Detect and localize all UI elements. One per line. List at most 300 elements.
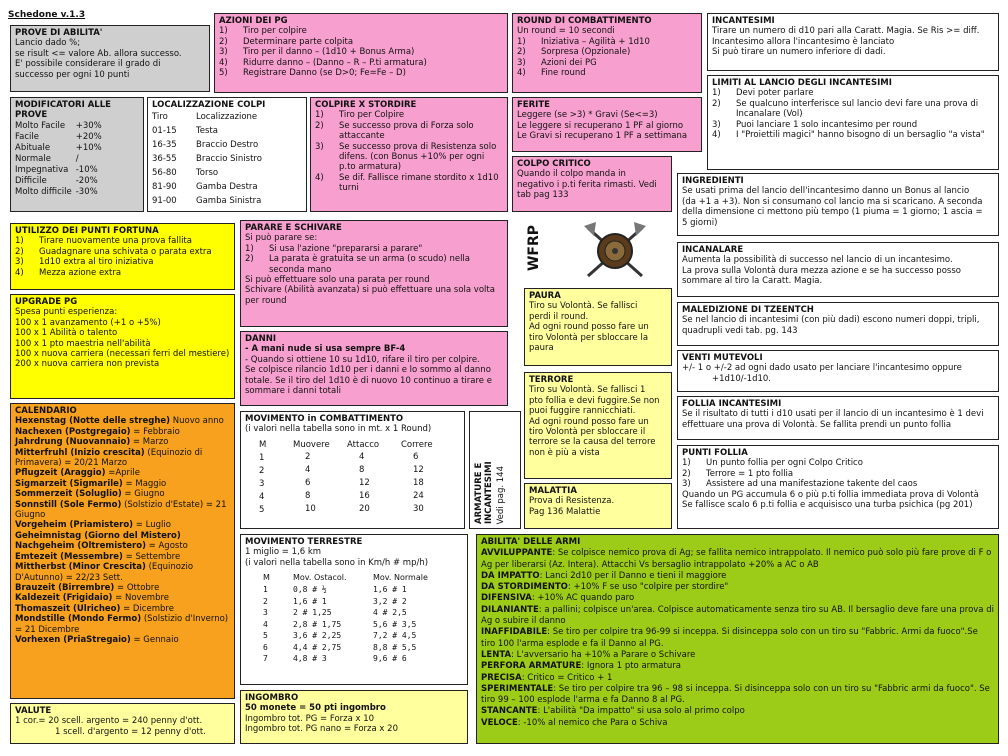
danni-line: totale. Se il tiro del 1d10 è di nuovo 10 continuo a tirare e [245, 375, 492, 386]
upgrade-line: Spesa punti esperienza: [15, 307, 118, 318]
table-cell: 1 [259, 452, 265, 463]
punti-follia-title: PUNTI FOLLIA [682, 448, 748, 458]
table-row [152, 110, 266, 124]
table-row [263, 572, 432, 584]
maledizione-line: Se nel lancio di incantesimi (con più dadi) escono numeri doppi, tripli, [682, 315, 980, 326]
table-row [152, 138, 266, 152]
table-cell: -10% [75, 164, 98, 175]
terrore-title: TERRORE [529, 375, 574, 385]
azioni-item: Ridurre danno – (Danno – R – P.ti armatura) [243, 57, 427, 68]
table-cell: Gamba Sinistra [196, 196, 262, 207]
calendario-month-value: Nuovo anno [170, 416, 224, 427]
abilita-armi-desc: : Lanci 2d10 per il Danno e tieni il maggiore [539, 570, 727, 581]
paura-line: paura [529, 343, 554, 354]
calendario-month-name: Mittherbst (Minor Crescita) [15, 562, 146, 573]
table-cell: 91-00 [152, 196, 177, 207]
table-cell: 30 [413, 503, 424, 514]
upgrade-line: 200 x nuova carriera non prevista [15, 359, 160, 370]
abilita-armi-name: DA STORDIMENTO [481, 582, 568, 593]
table-cell: Molto Facile [15, 120, 66, 131]
table-row [263, 596, 432, 608]
calendario-month-value: =Aprile [105, 468, 140, 479]
table-cell: Facile [15, 131, 39, 142]
parare-title: PARARE E SCHIVARE [245, 223, 342, 233]
incanalare-title: INCANALARE [682, 245, 744, 255]
calendario-month-name: Emtezeit (Messembre) [15, 551, 123, 562]
venti-line: +1d10/-1d10. [712, 373, 771, 384]
limiti-title: LIMITI AL LANCIO DEGLI INCANTESIMI [712, 78, 892, 88]
calendario-month-name: Vorhexen (PriaStregaio) [15, 634, 131, 645]
table-header: Mov. Normale [373, 573, 428, 583]
table-cell: 5 [263, 631, 268, 641]
calendario-entry [15, 416, 230, 426]
armature-box [469, 411, 521, 529]
limiti-box: LIMITI AL LANCIO DEGLI INCANTESIMI 1) Devi poter parlare 2) Se qualcuno interferisce sul lancio devi fare una prova di Incanalare (Vol) 3) Puoi lanciare 1 solo incantesimo per round 4) I "Proiettili magici" hanno bisogno di un bersaglio "a vista" [707, 75, 999, 170]
utilizzo-title: UTILIZZO DEI PUNTI FORTUNA [15, 226, 159, 236]
round-item: Iniziativa – Agilità + 1d10 [541, 36, 650, 47]
mov-terr-box [240, 534, 468, 685]
table-cell: 18 [413, 477, 424, 488]
abilita-armi-desc: : Se colpisce nemico prova di Ag; se fallita nemico intrappolato. Il nemico può solo più fare prove di F o Ag per liberarsi (Az. Intera). Attacchi Vs bersaglio intrappolato +20% a AC o AB [481, 548, 992, 570]
ingredienti-box [677, 173, 999, 236]
paura-line: perdi il round. [529, 311, 589, 322]
mov-comb-title: MOVIMENTO in COMBATTIMENTO [245, 414, 404, 424]
ingombro-box [240, 690, 468, 744]
abilita-armi-entry [481, 571, 994, 582]
table-cell: 6 [413, 451, 419, 462]
calendario-entry [15, 583, 230, 593]
round-title: ROUND DI COMBATTIMENTO [517, 16, 652, 26]
abilita-armi-desc: : a pallini; colpisce un'area. Colpisce automaticamente senza tiro su AB. Il bersaglio deve fare una prova di Ag o subire il danno [481, 604, 994, 627]
utilizzo-item: Guadagnare una schivata o parata extra [39, 246, 212, 257]
abilita-armi-name: PRECISA [481, 672, 522, 683]
round-box: ROUND DI COMBATTIMENTO Un round = 10 secondi 1) Iniziativa – Agilità + 1d10 2) Sorpresa (Opzionale) 3) Azioni dei PG 4) Fine round [512, 13, 702, 93]
abilita-armi-entry [481, 673, 994, 684]
ferite-title: FERITE [517, 100, 550, 110]
abilita-armi-name: DA IMPATTO [481, 570, 540, 581]
azioni-item: Determinare parte colpita [243, 36, 354, 47]
table-cell: 4 [359, 451, 365, 462]
calendario-month-name: Brauzeit (Birrembre) [15, 582, 115, 593]
table-header: Correre [401, 439, 433, 450]
incantesimi-box [707, 13, 999, 71]
abilita-armi-entry [481, 684, 994, 707]
valute-title: VALUTE [15, 706, 52, 716]
calendario-entry [15, 448, 230, 469]
table-cell: 7,2 # 4,5 [373, 631, 417, 641]
ingombro-line: Ingombro tot. PG = Forza x 10 [245, 713, 375, 724]
mov-comb-box [240, 411, 465, 529]
table-cell: +30% [75, 120, 102, 131]
colpo-line: tab pag 133 [517, 190, 569, 201]
calendario-month-value: = Marzo [130, 437, 169, 448]
paura-box [524, 288, 672, 366]
mov-terr-table [263, 572, 432, 665]
incantesimi-line: Si può tirare un numero inferiore di dadi. [712, 47, 886, 58]
calendario-entry [15, 635, 230, 645]
paura-line: Tiro su Volontà. Se fallisci [529, 301, 638, 312]
table-cell: Impegnativa [15, 164, 69, 175]
follia-inc-line: Se il risultato di tutti i d10 usati per il lancio di un incantesimo è 1 devi [682, 409, 984, 420]
abilita-armi-name: PERFORA ARMATURE [481, 661, 582, 672]
abilita-armi-desc: : -10% al nemico che Para o Schiva [517, 717, 668, 728]
azioni-title: AZIONI DEI PG [219, 16, 288, 26]
azioni-item: Registrare Danno (se D>0; Fe=Fe – D) [243, 68, 406, 79]
ingredienti-line: (da +1 a +3). Non si consumano col lancio ma si scaricano. A seconda [682, 196, 983, 207]
armature-page: Vedi pag. 144 [496, 465, 506, 524]
abilita-armi-desc: : +10% F se uso "colpire per stordire" [567, 582, 729, 593]
table-row [152, 152, 266, 166]
round-intro: Un round = 10 secondi [517, 26, 615, 37]
terrore-line: Ad ogni round posso fare un [529, 416, 649, 427]
punti-follia-line: Se fallisce scalo 6 p.ti follia e acquisisco una turba psichica (pg 201) [682, 500, 973, 511]
table-row [259, 478, 437, 491]
table-cell: 4,8 # 3 [293, 654, 327, 664]
incanalare-line: sommare al tiro la Caratt. Magia. [682, 276, 823, 287]
table-cell: 3,2 # 2 [373, 596, 407, 606]
maledizione-line: quadrupli vedi tab. pg. 143 [682, 325, 798, 336]
venti-line: +/- 1 o +/-2 ad ogni dado usato per lanciare l'incantesimo oppure [682, 363, 962, 374]
table-cell: 4 # 2,5 [373, 608, 407, 618]
abilita-armi-box [476, 534, 999, 744]
table-cell: 2 [259, 465, 265, 476]
calendario-entry [15, 541, 230, 551]
abilita-armi-desc: : +10% AC quando paro [531, 593, 635, 604]
calendario-month-name: Sommerzeit (Soluglio) [15, 489, 122, 500]
prove-line: se risult <= valore Ab. allora successo. [15, 48, 182, 59]
abilita-armi-name: VELOCE [481, 717, 518, 728]
stordire-item: Se successo prova di Resistenza solo difens. (con Bonus +10% per ogni p.to armatura) [339, 141, 497, 173]
round-item: Azioni dei PG [541, 57, 597, 68]
table-cell: 3 [263, 608, 268, 618]
table-cell: 5 [259, 504, 265, 515]
table-row [152, 166, 266, 180]
maledizione-title: MALEDIZIONE DI TZEENTCH [682, 305, 814, 315]
calendario-month-name: Mitterfruhl (Inizio crescita) [15, 447, 145, 458]
malattia-line: Prova di Resistenza. [529, 496, 615, 507]
limiti-item: I "Proiettili magici" hanno bisogno di un bersaglio "a vista" [736, 130, 985, 141]
table-cell: 8,8 # 5,5 [373, 642, 417, 652]
parare-item: Si usa l'azione "prepararsi a parare" [269, 243, 423, 254]
calendario-month-value: (Equinozio di Primavera) = 20/21 Marzo [15, 447, 203, 469]
round-item: Sorpresa (Opzionale) [541, 47, 631, 58]
table-cell: 10 [305, 503, 316, 514]
table-row [263, 607, 432, 619]
abilita-armi-entry [481, 706, 994, 717]
calendario-month-name: Nachgeheim (Oltremistero) [15, 541, 146, 552]
table-cell: 0,8 # ½ [293, 585, 327, 595]
paura-line: tiro Volontà per sbloccare la [529, 332, 649, 343]
calendario-month-name: Vorgeheim (Priamistero) [15, 520, 134, 531]
table-cell: -30% [75, 186, 98, 197]
abilita-armi-name: DIFENSIVA [481, 593, 532, 604]
stordire-box: COLPIRE X STORDIRE 1) Tiro per Colpire 2) Se successo prova di Forza solo attaccante 3) Se successo prova di Resistenza solo difens. (con Bonus +10% per ogni p.to armatura) 4) Se dif. Fallisce rimane stordito x 1d10 turni [310, 97, 508, 212]
upgrade-line: 100 x nuova carriera (necessari ferri del mestiere) [15, 349, 230, 360]
prove-line: successo per ogni 10 punti [15, 69, 130, 80]
calendario-entry [15, 614, 230, 635]
localizzazione-table [152, 110, 266, 208]
utilizzo-box: UTILIZZO DEI PUNTI FORTUNA 1) Tirare nuovamente una prova fallita 2) Guadagnare una schivata o parata extra 3) 1d10 extra al tiro iniziativa 4) Mezza azione extra [10, 223, 235, 290]
ingombro-bold-line: 50 monete = 50 pti ingombro [245, 703, 386, 714]
abilita-armi-desc: : Se tiro per colpire tra 96 – 98 si inceppa. Si disinceppa solo con un tiro su "Fabbric armi da fuoco". Se tiro 99 – 100 esplode l'arma e fa Danno 8 al PG. [481, 683, 990, 706]
incantesimi-title: INCANTESIMI [712, 16, 775, 26]
table-row [15, 154, 106, 165]
table-cell: 3 [259, 478, 265, 489]
calendario-entry [15, 489, 230, 499]
terrore-line: non è più a vista [529, 447, 600, 458]
abilita-armi-entry [481, 627, 994, 650]
calendario-month-value: = Luglio [133, 520, 171, 531]
azioni-box: AZIONI DEI PG 1) Tiro per colpire 2) Determinare parte colpita 3) Tiro per il danno – (1d10 + Bonus Arma) 4) Ridurre danno – (Danno – R – P.ti armatura) 5) Registrare Danno (se D>0; Fe=Fe – D) [214, 13, 508, 93]
abilita-armi-name: STANCANTE [481, 706, 538, 717]
table-cell: Braccio Sinistro [196, 154, 262, 165]
ingredienti-title: INGREDIENTI [682, 176, 744, 186]
prove-line: E' possibile considerare il grado di [15, 59, 161, 70]
calendario-list [15, 416, 230, 645]
table-cell: 9,6 # 6 [373, 654, 407, 664]
table-cell: 01-15 [152, 126, 177, 137]
calendario-entry [15, 479, 230, 489]
abilita-armi-entry [481, 650, 994, 661]
table-cell: 7 [263, 654, 268, 664]
table-row [263, 653, 432, 665]
table-cell: 12 [359, 477, 370, 488]
table-header: Attacco [347, 439, 380, 450]
prove-line: Lancio dado %; [15, 38, 81, 49]
calendario-entry [15, 604, 230, 614]
table-header: Mov. Ostacol. [293, 573, 347, 583]
venti-box [677, 350, 999, 392]
stordire-title: COLPIRE X STORDIRE [315, 100, 417, 110]
table-cell: 1,6 # 1 [293, 596, 327, 606]
abilita-armi-entry [481, 593, 994, 604]
calendario-month-name: Pflugzeit (Araggio) [15, 468, 106, 479]
calendario-month-name: Nachexen (Postgregaio) [15, 426, 131, 437]
table-row [259, 465, 437, 478]
incanalare-box [677, 242, 999, 297]
table-cell: Torso [196, 168, 219, 179]
table-row [263, 630, 432, 642]
valute-line: 1 scell. d'argento = 12 penny d'ott. [55, 726, 206, 737]
table-cell: 6 [305, 477, 311, 488]
table-row [259, 439, 437, 452]
calendario-month-value: = Agosto [145, 541, 188, 552]
table-row [152, 180, 266, 194]
terrore-box [524, 372, 672, 479]
punti-follia-item: Un punto follia per ogni Colpo Critico [706, 458, 863, 469]
table-row [259, 504, 437, 517]
calendario-month-name: Sigmarzeit (Sigmarile) [15, 478, 123, 489]
terrore-line: tiro Volontà per sbloccare il [529, 427, 646, 438]
colpo-title: COLPO CRITICO [517, 159, 591, 169]
punti-follia-line: Quando un PG accumula 6 o più p.ti follia immediata prova di Volontà [682, 489, 979, 500]
table-cell: Testa [196, 126, 218, 137]
calendario-month-value: = Gennaio [130, 634, 179, 645]
table-cell: 4 [263, 619, 268, 629]
table-cell: 36-55 [152, 154, 177, 165]
table-cell: 16-35 [152, 140, 177, 151]
upgrade-box [10, 294, 235, 399]
calendario-month-name: Hexenstag (Notte delle streghe) [15, 416, 171, 427]
calendario-month-value: = Novembre [112, 593, 170, 604]
abilita-armi-desc: : Se tiro per colpire tra 96-99 si inceppa. Si disinceppa solo con un tiro su "Fabbric. Armi da fuoco".Se tiro 100 l'arma esplode e fa il Danno al PG. [481, 627, 978, 649]
ferite-box [512, 97, 702, 152]
ferite-line: Leggere (se >3) * Gravi (Se<=3) [517, 110, 658, 121]
calendario-month-value: (Solstizio d'Inverno) = 21 Dicembre [15, 614, 229, 635]
table-header: Tiro [152, 112, 168, 123]
follia-inc-box [677, 396, 999, 440]
abilita-armi-name: LENTA [481, 649, 512, 660]
paura-title: PAURA [529, 291, 561, 301]
logo-box [512, 215, 672, 285]
prove-box [10, 25, 210, 92]
abilita-armi-name: INAFFIDABILE [481, 627, 548, 638]
table-row [152, 194, 266, 208]
localizzazione-box [147, 97, 307, 212]
colpo-box [512, 156, 672, 212]
calendario-box [10, 403, 235, 699]
table-row [259, 491, 437, 504]
table-row [263, 619, 432, 631]
calendario-entry [15, 593, 230, 603]
utilizzo-item: Mezza azione extra [39, 267, 122, 278]
abilita-armi-name: DILANIANTE [481, 604, 539, 615]
table-cell: 2 [305, 451, 311, 462]
azioni-item: Tiro per colpire [243, 26, 307, 37]
abilita-armi-entry [481, 661, 994, 672]
terrore-line: puoi fuggire rannicchiati. [529, 406, 636, 417]
calendario-month-name: Mondstille (Mondo Fermo) [15, 614, 142, 625]
parare-item: La parata è gratuita se un arma (o scudo) nella seconda mano [269, 254, 471, 275]
modificatori-table [15, 121, 106, 198]
abilita-armi-list [481, 548, 994, 729]
table-cell: Abituale [15, 142, 51, 153]
table-row [15, 143, 106, 154]
abilita-armi-entry [481, 548, 994, 571]
modificatori-title: MODIFICATORI ALLE PROVE [15, 100, 111, 121]
calendario-month-name: Geheimnistag (Giorno del Mistero) [15, 530, 181, 541]
terrore-line: Tiro su Volontà. Se fallisci 1 [529, 385, 646, 396]
maledizione-box [677, 302, 999, 346]
calendario-month-value: (Solstizio d'Estate) = 21 Giugno [15, 499, 227, 521]
calendario-month-name: Kaldezeit (Frigidaio) [15, 593, 113, 604]
danni-line: Se colpisce rilancio 1d10 per i danni e lo sommo al danno [245, 365, 491, 376]
table-row [15, 187, 106, 198]
table-row [263, 584, 432, 596]
table-cell: 6 [263, 642, 268, 652]
round-item: Fine round [541, 68, 586, 79]
table-cell: 1 [263, 585, 268, 595]
table-header: M [259, 439, 267, 450]
table-row [152, 124, 266, 138]
upgrade-line: 100 x 1 avanzamento (+1 o +5%) [15, 317, 161, 328]
danni-line: sommare i danni totali [245, 386, 341, 397]
paura-line: Ad ogni round posso fare un [529, 322, 649, 333]
ingombro-title: INGOMBRO [245, 693, 299, 703]
page-title: Schedone v.1.3 [8, 10, 86, 20]
table-cell: 8 [359, 464, 365, 475]
table-row [15, 176, 106, 187]
colpo-line: negativo i p.ti ferita rimasti. Vedi [517, 179, 657, 190]
abilita-armi-entry [481, 605, 994, 628]
table-cell: Gamba Destra [196, 182, 258, 193]
shield-axes-icon [580, 220, 650, 280]
malattia-title: MALATTIA [529, 486, 577, 496]
table-row [15, 165, 106, 176]
abilita-armi-title: ABILITA' DELLE ARMI [481, 537, 581, 547]
azioni-item: Tiro per il danno – (1d10 + Bonus Arma) [243, 47, 415, 58]
table-cell: +20% [75, 131, 102, 142]
calendario-entry [15, 500, 230, 521]
valute-line: 1 cor.= 20 scell. argento = 240 penny d'ott. [15, 716, 203, 727]
table-cell: 2 [263, 596, 268, 606]
table-cell: 1,6 # 1 [373, 585, 407, 595]
table-row [15, 121, 106, 132]
stordire-item: Se dif. Fallisce rimane stordito x 1d10 turni [339, 172, 499, 194]
mov-terr-title: MOVIMENTO TERRESTRE [245, 537, 363, 547]
upgrade-line: 100 x 1 Abilità o talento [15, 328, 118, 339]
table-cell: -20% [75, 175, 98, 186]
table-cell: 4 [305, 464, 311, 475]
ferite-line: Le leggere si recuperano 1 PF al giorno [517, 120, 684, 131]
table-row [15, 132, 106, 143]
table-cell: Normale [15, 153, 51, 164]
abilita-armi-name: AVVILUPPANTE [481, 548, 553, 559]
stordire-item: Tiro per Colpire [339, 110, 405, 121]
table-row [259, 452, 437, 465]
malattia-line: Pag 136 Malattie [529, 506, 601, 517]
calendario-month-value: = Maggio [122, 478, 167, 489]
calendario-entry [15, 427, 230, 437]
upgrade-line: 100 x 1 pto maestria nell'abilità [15, 338, 151, 349]
table-cell: 81-90 [152, 182, 177, 193]
table-cell: Braccio Destro [196, 140, 259, 151]
limiti-item: Devi poter parlare [736, 88, 814, 99]
terrore-line: terrore se la causa del terrore [529, 437, 656, 448]
localizzazione-title: LOCALIZZAZIONE COLPI [152, 100, 266, 110]
table-cell: 20 [359, 503, 370, 514]
mov-terr-line: 1 miglio = 1,6 km [245, 547, 322, 558]
danni-title: DANNI [245, 334, 277, 344]
abilita-armi-desc: : Ignora 1 pto armatura [581, 661, 681, 672]
ingombro-line: Ingombro tot. PG nano = Forza x 20 [245, 724, 398, 735]
incantesimi-line: Tirare un numero di d10 pari alla Caratt. Magia. Se Ris >= diff. [712, 26, 980, 37]
table-cell: 3,6 # 2,25 [293, 631, 342, 641]
parare-box: PARARE E SCHIVARE Si può parare se: 1) Si usa l'azione "prepararsi a parare" 2) La parata è gratuita se un arma (o scudo) nella seconda mano Si può effettuare solo una parata per round Schivare (Abilità avanzata) si può effettuare una sola volta per round [240, 220, 508, 327]
ingredienti-line: della dimensione ci mettono più tempo (1 piuma = 1 giorno; 1 ascia = [682, 207, 983, 218]
calendario-entry [15, 437, 230, 447]
calendario-month-value: = Ottobre [114, 582, 160, 593]
punti-follia-item: Terrore = 1 pto follia [706, 468, 794, 479]
armature-text: ARMATURE E INCANTESIMI [474, 461, 494, 524]
upgrade-title: UPGRADE PG [15, 297, 78, 307]
prove-title: PROVE DI ABILITA' [15, 28, 103, 38]
table-header: Muovere [293, 439, 330, 450]
calendario-entry [15, 531, 230, 541]
punti-follia-box: PUNTI FOLLIA 1) Un punto follia per ogni Colpo Critico 2) Terrore = 1 pto follia 3) Assistere ad una manifestazione takente del caos Quando un PG accumula 6 o più p.ti follia immediata prova di Volontà Se fallisce scalo 6 p.ti follia e acquisisco una turba psichica (pg 201) [677, 445, 999, 529]
incantesimi-line: Incantesimo allora l'incantesimo è lanciato [712, 36, 895, 47]
mov-comb-table [259, 439, 437, 517]
parare-line: Schivare (Abilità avanzata) si può effettuare una sola volta per round [245, 285, 495, 306]
ferite-line: Le Gravi si recuperano 1 PF a settimana [517, 131, 688, 142]
danni-bold-line: - A mani nude si usa sempre BF-4 [245, 344, 406, 355]
table-cell: 56-80 [152, 168, 177, 179]
table-cell: / [75, 153, 79, 164]
follia-inc-title: FOLLIA INCANTESIMI [682, 399, 782, 409]
danni-box [240, 331, 508, 406]
ingredienti-line: 5 giorni) [682, 217, 718, 228]
calendario-month-name: Jahrdrung (Nuovannaio) [15, 437, 131, 448]
